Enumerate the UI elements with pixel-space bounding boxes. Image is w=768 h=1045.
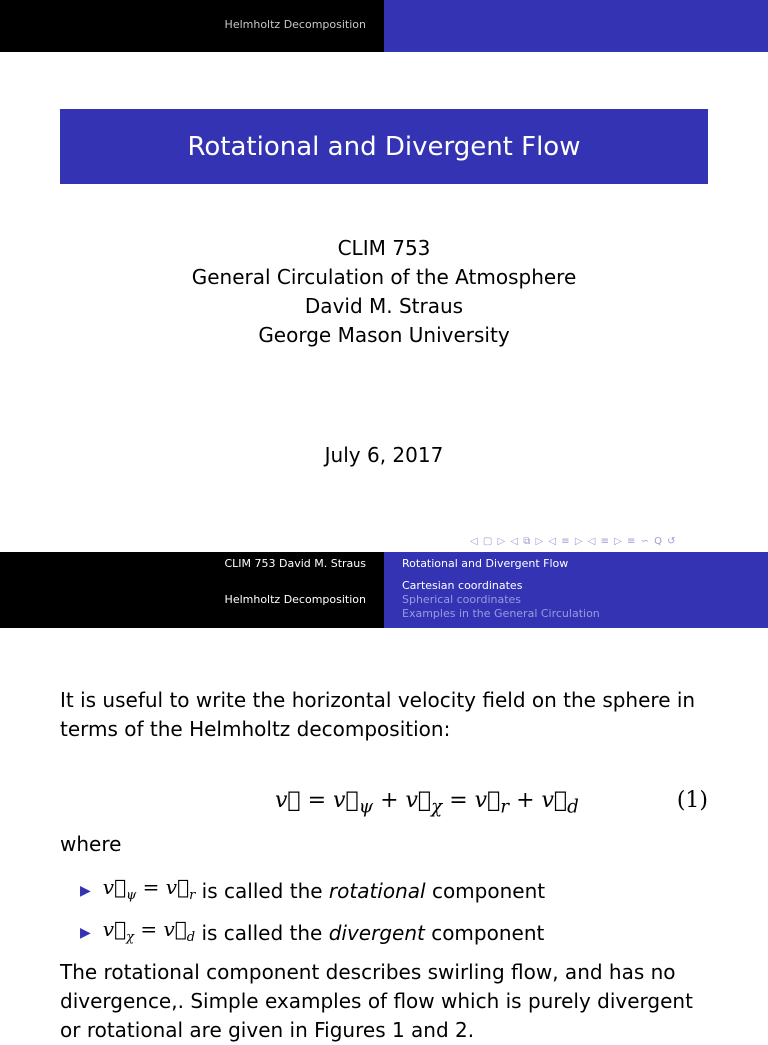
bullet2-math: $v⃗_\chi$ = $v⃗_d$ xyxy=(102,917,196,945)
slide2-header-right xyxy=(384,552,768,628)
bullet1-math: $v⃗_\psi$ = $v⃗_r$ xyxy=(102,875,196,903)
bullet2-emphasis: divergent xyxy=(328,921,425,945)
bullet-triangle-icon: ▶ xyxy=(80,925,91,941)
intro-paragraph: It is useful to write the horizontal velocity field on the sphere in terms of the Helmholtz decomposition: xyxy=(60,688,696,741)
nav-subsection-cartesian[interactable]: Cartesian coordinates xyxy=(402,579,523,592)
bullet2-tail: component xyxy=(424,921,545,945)
course-code: CLIM 753 xyxy=(337,236,431,260)
closing-paragraph: The rotational component describes swirling flow, and has no divergence,. Simple examples of flow which is purely divergent or rotational are given in Figures 1 and 2. xyxy=(60,960,693,1042)
equation-number: (1) xyxy=(676,788,708,813)
slide-title-box xyxy=(60,109,708,184)
presentation-date: July 6, 2017 xyxy=(324,443,444,467)
bullet1-emphasis: rotational xyxy=(328,879,426,903)
bullet-triangle-icon: ▶ xyxy=(80,883,91,899)
header-title: Helmholtz Decomposition xyxy=(224,18,366,31)
equation-1 xyxy=(60,788,708,818)
beamer-nav-controls[interactable]: ◁ ▢ ▷ ◁ ⧉ ▷ ◁ ≡ ▷ ◁ ≡ ▷ ≡ ∽ Q ↺ xyxy=(470,536,677,547)
institution: George Mason University xyxy=(258,323,510,347)
slide-title: Rotational and Divergent Flow xyxy=(187,131,581,162)
nav-section[interactable]: Rotational and Divergent Flow xyxy=(402,557,569,570)
bullet2-text: is called the xyxy=(195,921,329,945)
nav-subsection-spherical[interactable]: Spherical coordinates xyxy=(402,593,522,606)
course-subtitle: General Circulation of the Atmosphere xyxy=(191,265,577,289)
slide2-header-left xyxy=(0,552,384,628)
header-topic: Helmholtz Decomposition xyxy=(224,593,366,606)
bullet1-tail: component xyxy=(425,879,546,903)
header-left-bar xyxy=(0,0,384,52)
author-name: David M. Straus xyxy=(304,294,464,318)
bullet-rotational xyxy=(80,873,545,910)
nav-subsection-examples[interactable]: Examples in the General Circulation xyxy=(402,607,600,620)
equation-body: v⃗ = $v⃗_\psi$ + $v⃗_\chi$ = $v⃗_r$ + $v⃗_d$ xyxy=(275,788,579,818)
header-right-bar xyxy=(384,0,768,52)
where-text: where xyxy=(60,832,122,856)
bullet-divergent xyxy=(80,915,544,952)
header-author: CLIM 753 David M. Straus xyxy=(224,557,366,570)
title-info xyxy=(0,234,768,350)
bullet1-text: is called the xyxy=(195,879,329,903)
